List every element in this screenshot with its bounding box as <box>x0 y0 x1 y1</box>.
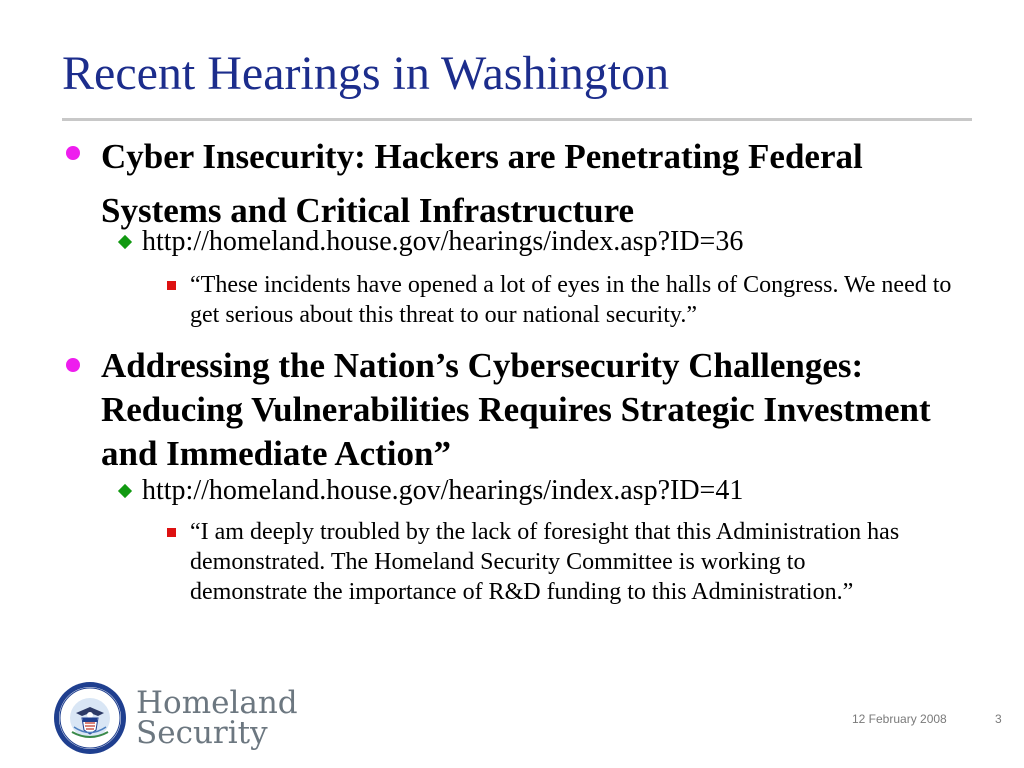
wordmark-line-1: Homeland <box>136 685 298 721</box>
homeland-security-logo <box>52 680 298 756</box>
bullet-item-1 <box>66 137 931 238</box>
hearing-quote-2: “I am deeply troubled by the lack of foresight that this Administration has demonstrated. The Homeland Security Committee is working to demonstrate the importance of R&D funding to this Administration.” <box>190 519 900 605</box>
hearing-heading-1: Cyber Insecurity: Hackers are Penetrating Federal Systems and Critical Infrastructure <box>101 137 863 230</box>
footer-date: 12 February 2008 <box>852 712 947 726</box>
hearing-link-2[interactable]: http://homeland.house.gov/hearings/index.asp?ID=41 <box>142 475 744 506</box>
bullet-square-icon <box>167 281 176 290</box>
hearing-heading-2: Addressing the Nation’s Cybersecurity Challenges: Reducing Vulnerabilities Requires Strategic Investment and Immediate Action” <box>101 346 931 473</box>
bullet-item-2 <box>66 344 931 476</box>
slide-title: Recent Hearings in Washington <box>62 47 670 100</box>
bullet-circle-icon <box>66 358 80 372</box>
dhs-seal-icon <box>52 680 128 756</box>
bullet-circle-icon <box>66 146 80 160</box>
page-number: 3 <box>995 712 1002 726</box>
hearing-quote-1: “These incidents have opened a lot of eyes in the halls of Congress. We need to get serious about this threat to our national security.” <box>190 272 952 328</box>
title-divider <box>62 118 972 121</box>
sub-sub-bullet-quote-1 <box>167 270 970 330</box>
wordmark-line-2: Security <box>136 715 268 751</box>
sub-sub-bullet-quote-2 <box>167 517 910 607</box>
homeland-security-wordmark <box>136 685 298 751</box>
hearing-link-1[interactable]: http://homeland.house.gov/hearings/index.asp?ID=36 <box>142 226 744 257</box>
bullet-diamond-icon <box>118 484 132 498</box>
sub-bullet-link-1 <box>120 226 743 258</box>
bullet-diamond-icon <box>118 235 132 249</box>
bullet-square-icon <box>167 528 176 537</box>
sub-bullet-link-2 <box>120 475 743 507</box>
